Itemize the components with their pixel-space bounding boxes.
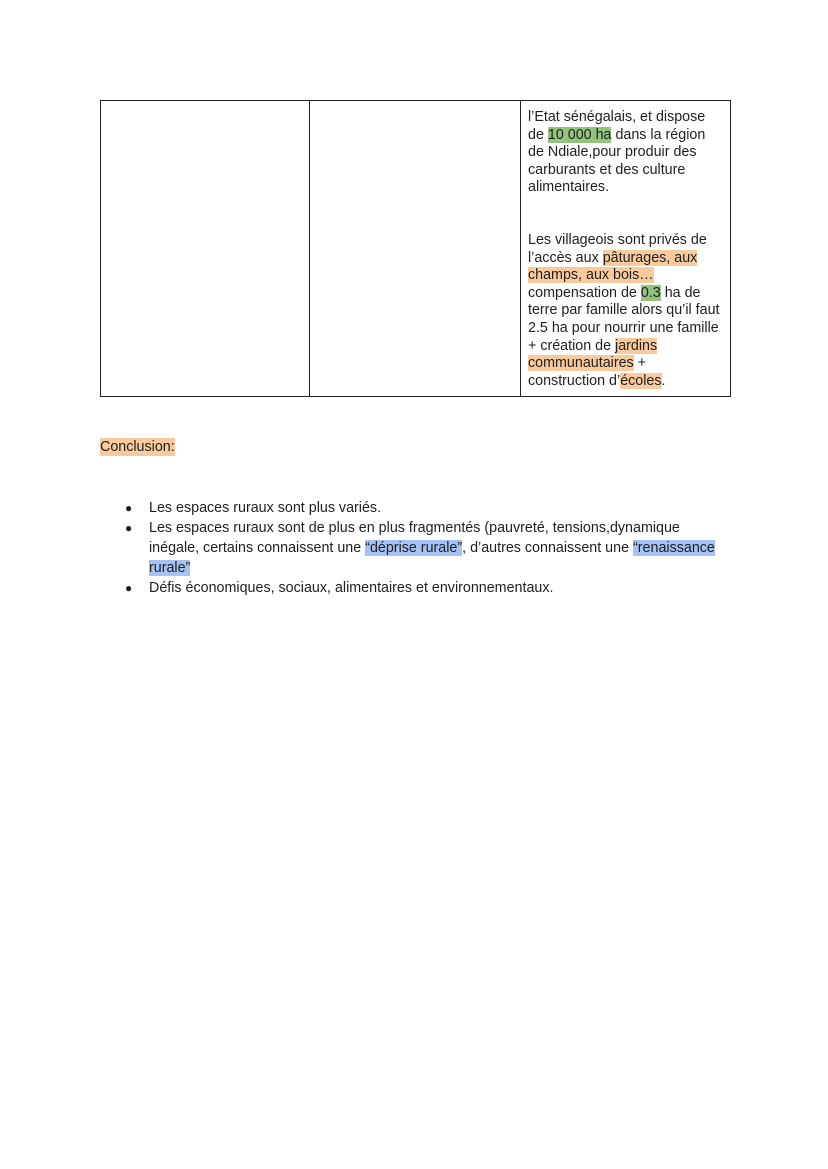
- list-item: ● Les espaces ruraux sont plus variés.: [125, 500, 382, 516]
- highlight-ecoles: écoles: [620, 372, 662, 389]
- content-table: [100, 100, 731, 397]
- table-cell-empty-1: [101, 101, 310, 397]
- bullet-icon: ●: [125, 581, 133, 595]
- highlight-0-3: 0.3: [640, 284, 661, 301]
- table-row: [101, 101, 731, 397]
- highlight-paturages: pâturages, aux champs, aux bois…: [528, 249, 698, 284]
- conclusion-heading: Conclusion:: [100, 439, 175, 455]
- highlight-renaissance-rurale: “renaissance rurale”: [149, 540, 715, 576]
- list-item: ● Défis économiques, sociaux, alimentaires et environnementaux.: [125, 580, 554, 596]
- paragraph-senegal-land: l’Etat sénégalais, et dispose de 10 000 ha dans la région de Ndiale,pour produir des carburants et des culture alimentaires.: [528, 109, 706, 196]
- table-cell-empty-2: [310, 101, 521, 397]
- highlight-jardins: jardins communautaires: [528, 337, 658, 372]
- table-cell-details: [521, 101, 731, 397]
- highlight-deprise-rurale: “déprise rurale”: [365, 540, 463, 556]
- bullet-icon: ●: [125, 501, 133, 515]
- conclusion-list: [100, 498, 730, 598]
- bullet-icon: ●: [125, 521, 133, 535]
- list-item: ● Les espaces ruraux sont de plus en plus fragmentés (pauvreté, tensions,dynamique inégale, certains connaissent une “déprise rurale”, d’autres connaissent une “renaissance rurale”: [125, 520, 715, 576]
- highlight-10000-ha: 10 000 ha: [547, 126, 612, 143]
- paragraph-villagers: Les villageois sont privés de l’accès aux pâturages, aux champs, aux bois… compensation de 0.3 ha de terre par famille alors qu’il faut 2.5 ha pour nourrir une famille + création de jardins communautaires + construction d’écoles.: [528, 231, 720, 389]
